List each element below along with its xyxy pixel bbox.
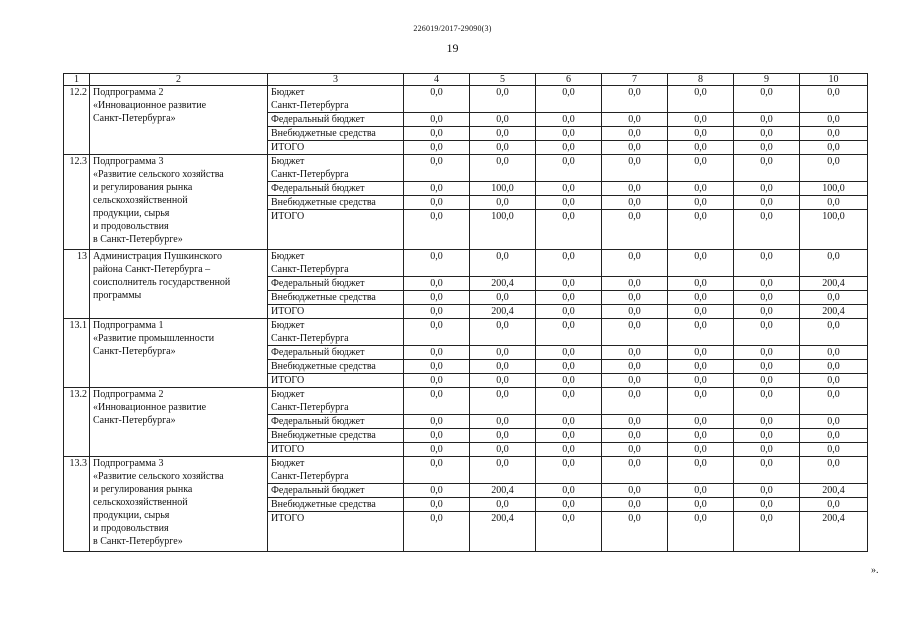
amount-cell: 0,0 [404,305,470,319]
amount-cell: 0,0 [602,210,668,250]
amount-cell: 0,0 [602,291,668,305]
funding-source [268,113,404,127]
amount-cell: 0,0 [734,305,800,319]
amount-cell: 0,0 [470,374,536,388]
amount-cell: 100,0 [800,210,868,250]
funding-source [268,512,404,552]
amount-cell: 0,0 [668,113,734,127]
amount-cell: 200,4 [470,484,536,498]
column-number-row [64,74,868,86]
column-header: 6 [536,74,602,86]
text-line: Внебюджетные средства [271,292,376,303]
amount-cell: 0,0 [536,360,602,374]
amount-cell: 0,0 [602,141,668,155]
amount-cell: 0,0 [800,127,868,141]
amount-cell: 0,0 [668,86,734,113]
amount-cell: 0,0 [734,182,800,196]
column-header: 4 [404,74,470,86]
text-line: ИТОГО [271,513,305,524]
funding-source [268,346,404,360]
column-header: 3 [268,74,404,86]
text-line: Внебюджетные средства [271,197,376,208]
amount-cell: 0,0 [734,429,800,443]
program-title [90,319,268,388]
amount-cell: 0,0 [404,388,470,415]
text-line: Подпрограмма 2 [93,389,164,400]
amount-cell: 0,0 [734,113,800,127]
amount-cell: 0,0 [470,429,536,443]
amount-cell: 0,0 [734,415,800,429]
amount-cell: 0,0 [536,250,602,277]
row-number: 13.2 [64,388,90,457]
column-header: 5 [470,74,536,86]
amount-cell: 0,0 [602,277,668,291]
amount-cell: 0,0 [668,196,734,210]
amount-cell: 0,0 [734,388,800,415]
amount-cell: 0,0 [404,86,470,113]
amount-cell: 0,0 [800,196,868,210]
page-number: 19 [446,41,459,55]
amount-cell: 200,4 [800,277,868,291]
amount-cell: 0,0 [602,155,668,182]
amount-cell: 0,0 [668,182,734,196]
text-line: «Инновационное развитие [93,402,207,413]
text-line: ИТОГО [271,142,305,153]
amount-cell: 0,0 [800,113,868,127]
funding-source [268,305,404,319]
amount-cell: 0,0 [470,86,536,113]
text-line: Санкт-Петербурга» [93,415,176,426]
amount-cell: 0,0 [404,360,470,374]
funding-source [268,443,404,457]
amount-cell: 0,0 [668,429,734,443]
amount-cell: 0,0 [668,374,734,388]
amount-cell: 0,0 [668,155,734,182]
funding-source [268,182,404,196]
funding-table [63,73,868,552]
text-line: Санкт-Петербурга [271,264,349,275]
text-line: Подпрограмма 2 [93,87,164,98]
amount-cell: 0,0 [404,429,470,443]
amount-cell: 0,0 [536,388,602,415]
amount-cell: 0,0 [404,196,470,210]
column-header: 2 [90,74,268,86]
amount-cell: 0,0 [470,346,536,360]
text-line: Федеральный бюджет [271,347,365,358]
text-line: Санкт-Петербурга» [93,346,176,357]
amount-cell: 0,0 [602,86,668,113]
amount-cell: 0,0 [536,457,602,484]
amount-cell: 0,0 [536,210,602,250]
amount-cell: 0,0 [470,155,536,182]
table-row [64,388,868,415]
funding-source [268,141,404,155]
amount-cell: 0,0 [668,210,734,250]
text-line: Внебюджетные средства [271,430,376,441]
amount-cell: 0,0 [404,415,470,429]
text-line: Подпрограмма 3 [93,156,164,167]
amount-cell: 0,0 [734,360,800,374]
amount-cell: 0,0 [800,155,868,182]
program-title [90,86,268,155]
text-line: Федеральный бюджет [271,416,365,427]
amount-cell: 0,0 [602,374,668,388]
amount-cell: 0,0 [668,512,734,552]
text-line: продукции, сырья [93,208,170,219]
text-line: «Развитие сельского хозяйства [93,169,224,180]
amount-cell: 0,0 [536,305,602,319]
amount-cell: 0,0 [536,155,602,182]
amount-cell: 0,0 [536,415,602,429]
amount-cell: 0,0 [536,86,602,113]
funding-source [268,291,404,305]
text-line: района Санкт-Петербурга – [93,264,211,275]
text-line: соисполнитель государственной [93,277,231,288]
program-title [90,457,268,552]
amount-cell: 0,0 [536,319,602,346]
funding-source [268,250,404,277]
amount-cell: 0,0 [536,277,602,291]
amount-cell: 0,0 [602,415,668,429]
amount-cell: 0,0 [800,141,868,155]
amount-cell: 0,0 [734,498,800,512]
text-line: Внебюджетные средства [271,499,376,510]
column-header: 9 [734,74,800,86]
amount-cell: 0,0 [800,346,868,360]
amount-cell: 0,0 [668,443,734,457]
amount-cell: 0,0 [734,443,800,457]
amount-cell: 0,0 [404,319,470,346]
amount-cell: 0,0 [404,127,470,141]
text-line: сельскохозяйственной [93,497,188,508]
funding-source [268,388,404,415]
amount-cell: 0,0 [734,277,800,291]
text-line: Бюджет [271,251,305,262]
row-number: 13 [64,250,90,319]
text-line: Федеральный бюджет [271,114,365,125]
text-line: Санкт-Петербурга [271,100,349,111]
text-line: Бюджет [271,389,305,400]
amount-cell: 0,0 [404,346,470,360]
amount-cell: 0,0 [470,457,536,484]
column-header: 10 [800,74,868,86]
text-line: Бюджет [271,320,305,331]
amount-cell: 0,0 [404,210,470,250]
amount-cell: 200,4 [470,277,536,291]
amount-cell: 0,0 [668,319,734,346]
text-line: Федеральный бюджет [271,278,365,289]
text-line: в Санкт-Петербурге» [93,234,183,245]
amount-cell: 200,4 [800,305,868,319]
text-line: Подпрограмма 3 [93,458,164,469]
funding-source [268,196,404,210]
amount-cell: 0,0 [668,360,734,374]
amount-cell: 0,0 [734,512,800,552]
amount-cell: 200,4 [800,512,868,552]
amount-cell: 0,0 [404,182,470,196]
text-line: ИТОГО [271,211,305,222]
text-line: Администрация Пушкинского [93,251,222,262]
text-line: Санкт-Петербурга [271,333,349,344]
amount-cell: 0,0 [668,141,734,155]
funding-source [268,127,404,141]
amount-cell: 0,0 [404,291,470,305]
row-number: 13.3 [64,457,90,552]
amount-cell: 200,4 [470,305,536,319]
text-line: ИТОГО [271,375,305,386]
amount-cell: 0,0 [536,291,602,305]
text-line: ИТОГО [271,444,305,455]
amount-cell: 0,0 [536,374,602,388]
amount-cell: 0,0 [470,141,536,155]
text-line: Внебюджетные средства [271,128,376,139]
column-header: 8 [668,74,734,86]
text-line: «Развитие промышленности [93,333,215,344]
amount-cell: 0,0 [404,457,470,484]
amount-cell: 0,0 [602,182,668,196]
amount-cell: 0,0 [404,498,470,512]
amount-cell: 0,0 [536,429,602,443]
amount-cell: 0,0 [470,113,536,127]
amount-cell: 0,0 [536,113,602,127]
amount-cell: 0,0 [602,360,668,374]
amount-cell: 0,0 [668,484,734,498]
amount-cell: 0,0 [536,443,602,457]
text-line: и продовольствия [93,221,169,232]
amount-cell: 0,0 [404,374,470,388]
amount-cell: 0,0 [734,86,800,113]
amount-cell: 0,0 [404,484,470,498]
amount-cell: 0,0 [668,277,734,291]
amount-cell: 0,0 [470,360,536,374]
amount-cell: 0,0 [668,291,734,305]
funding-source [268,374,404,388]
amount-cell: 0,0 [470,388,536,415]
text-line: и регулирования рынка [93,182,193,193]
amount-cell: 0,0 [668,415,734,429]
funding-source [268,484,404,498]
amount-cell: 0,0 [800,457,868,484]
text-line: Бюджет [271,87,305,98]
amount-cell: 0,0 [734,250,800,277]
amount-cell: 0,0 [602,319,668,346]
table-row [64,457,868,484]
text-line: и продовольствия [93,523,169,534]
table-row [64,155,868,182]
amount-cell: 200,4 [800,484,868,498]
amount-cell: 0,0 [404,277,470,291]
amount-cell: 0,0 [470,443,536,457]
text-line: в Санкт-Петербурге» [93,536,183,547]
amount-cell: 0,0 [470,498,536,512]
text-line: Подпрограмма 1 [93,320,164,331]
amount-cell: 0,0 [602,443,668,457]
amount-cell: 0,0 [800,429,868,443]
amount-cell: 0,0 [734,484,800,498]
amount-cell: 200,4 [470,512,536,552]
program-title [90,388,268,457]
program-title [90,155,268,250]
closing-quote-mark: ». [871,565,879,576]
text-line: программы [93,290,142,301]
amount-cell: 0,0 [800,388,868,415]
amount-cell: 0,0 [800,86,868,113]
amount-cell: 0,0 [404,113,470,127]
row-number: 13.1 [64,319,90,388]
amount-cell: 0,0 [470,250,536,277]
amount-cell: 0,0 [536,127,602,141]
amount-cell: 0,0 [602,250,668,277]
text-line: Федеральный бюджет [271,485,365,496]
amount-cell: 0,0 [602,484,668,498]
amount-cell: 0,0 [536,498,602,512]
amount-cell: 0,0 [734,141,800,155]
amount-cell: 0,0 [734,196,800,210]
funding-source [268,155,404,182]
funding-source [268,498,404,512]
amount-cell: 0,0 [734,319,800,346]
amount-cell: 100,0 [800,182,868,196]
amount-cell: 0,0 [404,250,470,277]
amount-cell: 0,0 [668,305,734,319]
text-line: Санкт-Петербурга [271,402,349,413]
text-line: «Инновационное развитие [93,100,207,111]
amount-cell: 0,0 [668,346,734,360]
amount-cell: 0,0 [470,291,536,305]
amount-cell: 0,0 [602,429,668,443]
row-number: 12.3 [64,155,90,250]
amount-cell: 100,0 [470,210,536,250]
amount-cell: 0,0 [668,498,734,512]
amount-cell: 0,0 [800,360,868,374]
amount-cell: 0,0 [536,484,602,498]
amount-cell: 0,0 [800,374,868,388]
funding-source [268,277,404,291]
text-line: и регулирования рынка [93,484,193,495]
amount-cell: 0,0 [734,127,800,141]
amount-cell: 0,0 [800,415,868,429]
amount-cell: 0,0 [470,127,536,141]
amount-cell: 0,0 [536,182,602,196]
column-header: 1 [64,74,90,86]
amount-cell: 0,0 [800,443,868,457]
amount-cell: 0,0 [536,512,602,552]
amount-cell: 0,0 [404,443,470,457]
program-title [90,250,268,319]
amount-cell: 0,0 [734,210,800,250]
amount-cell: 0,0 [734,457,800,484]
amount-cell: 0,0 [470,196,536,210]
amount-cell: 0,0 [602,512,668,552]
amount-cell: 0,0 [800,498,868,512]
table-row [64,250,868,277]
funding-source [268,429,404,443]
amount-cell: 0,0 [536,196,602,210]
row-number: 12.2 [64,86,90,155]
amount-cell: 0,0 [668,250,734,277]
column-header: 7 [602,74,668,86]
text-line: Санкт-Петербурга» [93,113,176,124]
text-line: Санкт-Петербурга [271,471,349,482]
text-line: Бюджет [271,156,305,167]
amount-cell: 0,0 [602,127,668,141]
funding-source [268,319,404,346]
text-line: продукции, сырья [93,510,170,521]
funding-source [268,86,404,113]
funding-source [268,360,404,374]
amount-cell: 0,0 [668,457,734,484]
text-line: Федеральный бюджет [271,183,365,194]
amount-cell: 0,0 [404,512,470,552]
text-line: Санкт-Петербурга [271,169,349,180]
amount-cell: 0,0 [668,127,734,141]
amount-cell: 0,0 [602,305,668,319]
text-line: ИТОГО [271,306,305,317]
text-line: Бюджет [271,458,305,469]
amount-cell: 0,0 [602,388,668,415]
amount-cell: 0,0 [536,141,602,155]
amount-cell: 0,0 [470,415,536,429]
table-row [64,319,868,346]
amount-cell: 0,0 [668,388,734,415]
amount-cell: 0,0 [536,346,602,360]
text-line: сельскохозяйственной [93,195,188,206]
amount-cell: 0,0 [404,141,470,155]
text-line: Внебюджетные средства [271,361,376,372]
amount-cell: 0,0 [800,319,868,346]
amount-cell: 0,0 [602,113,668,127]
text-line: «Развитие сельского хозяйства [93,471,224,482]
amount-cell: 0,0 [734,291,800,305]
amount-cell: 0,0 [404,155,470,182]
funding-source [268,457,404,484]
amount-cell: 100,0 [470,182,536,196]
document-number: 226019/2017-29090(3) [413,24,492,33]
funding-source [268,415,404,429]
amount-cell: 0,0 [470,319,536,346]
amount-cell: 0,0 [734,155,800,182]
funding-source [268,210,404,250]
amount-cell: 0,0 [800,250,868,277]
amount-cell: 0,0 [734,374,800,388]
amount-cell: 0,0 [800,291,868,305]
amount-cell: 0,0 [602,196,668,210]
table-row [64,86,868,113]
amount-cell: 0,0 [602,457,668,484]
amount-cell: 0,0 [734,346,800,360]
amount-cell: 0,0 [602,346,668,360]
amount-cell: 0,0 [602,498,668,512]
